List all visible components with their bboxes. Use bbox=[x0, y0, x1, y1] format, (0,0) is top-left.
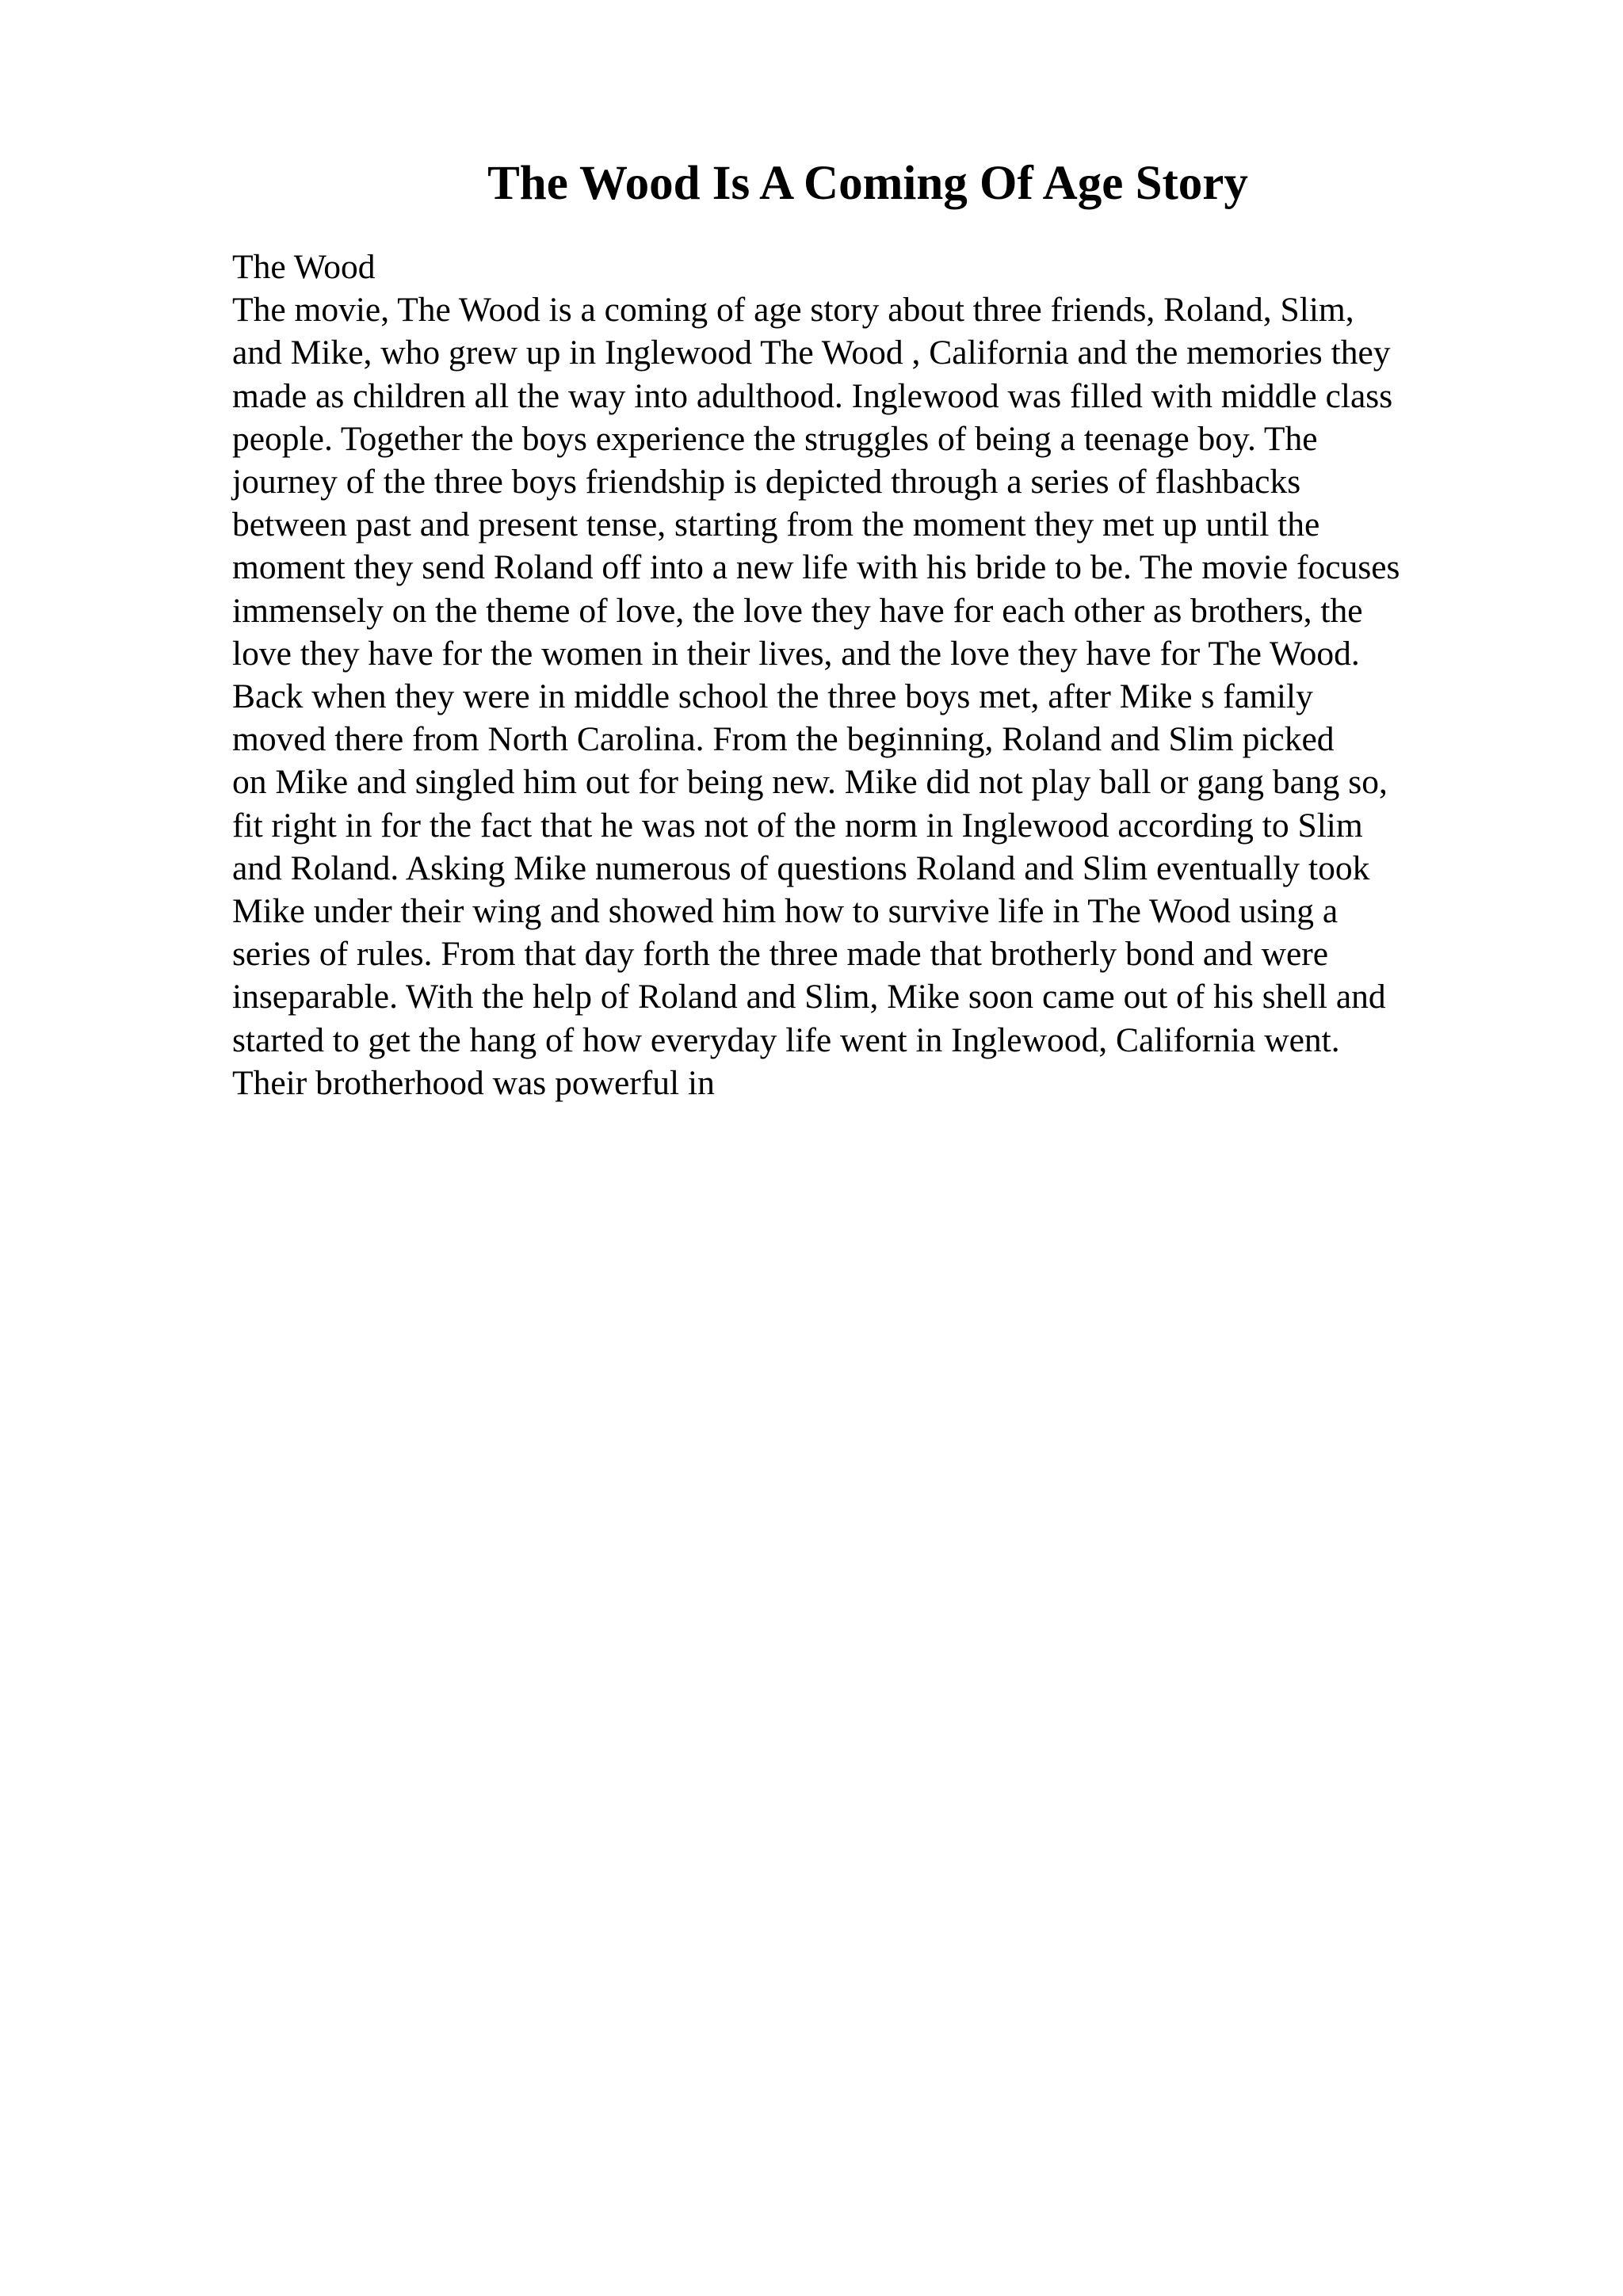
document-body bbox=[232, 246, 1500, 1104]
text-line: fit right in for the fact that he was not of the norm in Inglewood according to Slim bbox=[232, 806, 1363, 845]
text-line: The Wood bbox=[232, 248, 376, 286]
text-line: inseparable. With the help of Roland and Slim, Mike soon came out of his shell and bbox=[232, 978, 1386, 1016]
text-line: Their brotherhood was powerful in bbox=[232, 1063, 715, 1102]
text-line: started to get the hang of how everyday life went in Inglewood, California went. bbox=[232, 1020, 1340, 1059]
text-line: on Mike and singled him out for being new. Mike did not play ball or gang bang so, bbox=[232, 763, 1388, 802]
text-line: and Roland. Asking Mike numerous of questions Roland and Slim eventually took bbox=[232, 849, 1370, 887]
text-line: journey of the three boys friendship is depicted through a series of flashbacks bbox=[232, 463, 1301, 502]
document-title: The Wood Is A Coming Of Age Story bbox=[487, 157, 1248, 210]
text-line: Mike under their wing and showed him how to survive life in The Wood using a bbox=[232, 892, 1338, 931]
text-line: between past and present tense, starting from the moment they met up until the bbox=[232, 505, 1320, 544]
text-line: series of rules. From that day forth the three made that brotherly bond and were bbox=[232, 935, 1329, 974]
text-line: love they have for the women in their lives, and the love they have for The Wood. bbox=[232, 634, 1360, 673]
text-line: made as children all the way into adulthood. Inglewood was filled with middle class bbox=[232, 376, 1393, 415]
text-line: moved there from North Carolina. From the beginning, Roland and Slim picked bbox=[232, 720, 1335, 759]
text-line: Back when they were in middle school the three boys met, after Mike s family bbox=[232, 677, 1313, 716]
text-line: The movie, The Wood is a coming of age story about three friends, Roland, Slim, bbox=[232, 291, 1354, 330]
text-line: people. Together the boys experience the struggles of being a teenage boy. The bbox=[232, 419, 1318, 458]
text-line: and Mike, who grew up in Inglewood The Wood , California and the memories they bbox=[232, 334, 1391, 372]
text-line: immensely on the theme of love, the love they have for each other as brothers, the bbox=[232, 591, 1363, 630]
text-line: moment they send Roland off into a new life with his bride to be. The movie focuses bbox=[232, 548, 1400, 587]
